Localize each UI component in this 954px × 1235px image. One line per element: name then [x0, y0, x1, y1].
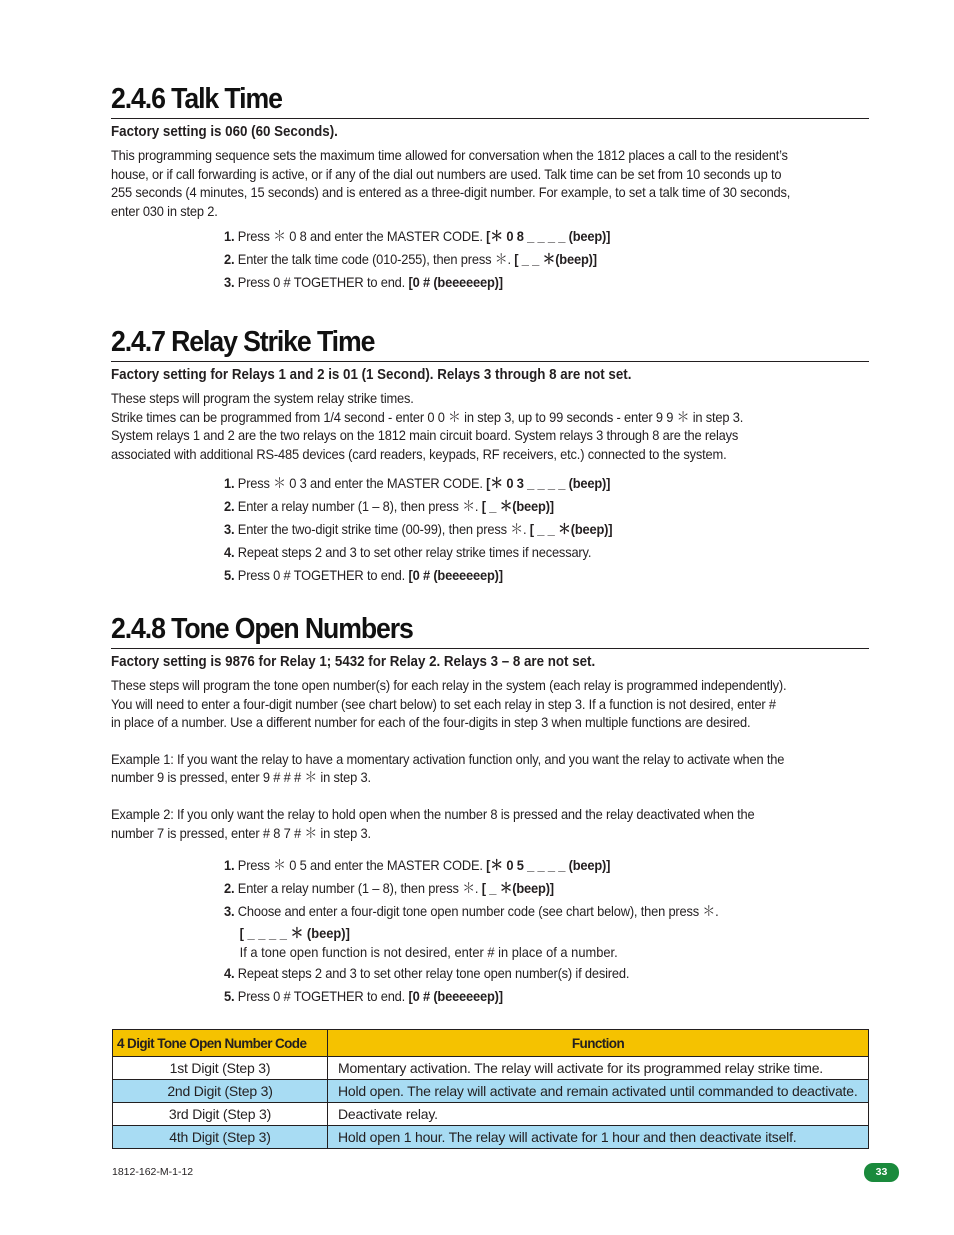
step-item: 3. Choose and enter a four-digit tone open number code (see chart below), then press ＊. — [224, 903, 719, 919]
step-item: 4. Repeat steps 2 and 3 to set other relay tone open number(s) if desired. — [224, 965, 630, 981]
table-row — [113, 1057, 869, 1080]
paragraph-line: System relays 1 and 2 are the two relays on the 1812 main circuit board. System relays 3 through 8 are the relays — [111, 427, 739, 444]
step-item: 5. Press 0 # TOGETHER to end. [0 # (beeeeeep)] — [224, 988, 503, 1004]
section-rule — [111, 648, 869, 649]
step-item: 2. Enter a relay number (1 – 8), then press ＊. [ _ ＊(beep)] — [224, 880, 554, 896]
factory-setting: Factory setting is 9876 for Relay 1; 5432 for Relay 2. Relays 3 – 8 are not set. — [111, 654, 596, 670]
paragraph-line: enter 030 in step 2. — [111, 202, 218, 219]
column-header-code: 4 Digit Tone Open Number Code — [113, 1030, 328, 1057]
step-item: 1. Press ＊ 0 5 and enter the MASTER CODE. [＊ 0 5 _ _ _ _ (beep)] — [224, 857, 611, 873]
digit-cell: 4th Digit (Step 3) — [113, 1126, 328, 1149]
tone-open-table — [112, 1029, 869, 1149]
table-row — [113, 1103, 869, 1126]
digit-cell: 1st Digit (Step 3) — [113, 1057, 328, 1080]
section-title: 2.4.7 Relay Strike Time — [111, 326, 375, 358]
paragraph-line: Example 2: If you only want the relay to hold open when the number 8 is pressed and the relay deactivated when the — [111, 805, 755, 822]
paragraph-line: These steps will program the system relay strike times. — [111, 390, 414, 406]
step-item: 5. Press 0 # TOGETHER to end. [0 # (beeeeeep)] — [224, 567, 503, 583]
function-cell: Hold open. The relay will activate and remain activated until commanded to deactivate. — [328, 1080, 869, 1103]
section-rule — [111, 361, 869, 362]
section-title: 2.4.8 Tone Open Numbers — [111, 613, 413, 645]
digit-cell: 3rd Digit (Step 3) — [113, 1103, 328, 1126]
talk-time-steps — [224, 225, 864, 294]
step-item: 3. Press 0 # TOGETHER to end. [0 # (beeeeeep)] — [224, 274, 503, 290]
step-item: 3. Enter the two-digit strike time (00-99), then press ＊. [ _ _ ＊(beep)] — [224, 521, 613, 537]
paragraph-line: house, or if call forwarding is active, or if any of the dial out numbers are used. Talk time can be set from 10 seconds up to — [111, 165, 782, 182]
table-header-row — [113, 1030, 869, 1057]
table-row — [113, 1080, 869, 1103]
function-cell: Deactivate relay. — [328, 1103, 869, 1126]
section-paragraph — [111, 676, 869, 732]
section-talk-time — [111, 82, 869, 220]
paragraph-line: 255 seconds (4 minutes, 15 seconds) and is entered as a three-digit number. For example, to set a talk time of 30 seconds, — [111, 184, 791, 201]
section-paragraph — [111, 389, 869, 463]
step-item: 4. Repeat steps 2 and 3 to set other relay strike times if necessary. — [224, 544, 592, 560]
section-paragraph — [111, 146, 869, 220]
document-code: 1812-162-M-1-12 — [112, 1166, 194, 1178]
section-relay-strike-time — [111, 325, 869, 463]
paragraph-line: number 9 is pressed, enter 9 # # # ＊ in step 3. — [111, 769, 371, 786]
factory-setting: Factory setting for Relays 1 and 2 is 01 (1 Second). Relays 3 through 8 are not set. — [111, 367, 632, 383]
example-paragraph — [111, 750, 869, 787]
paragraph-line: Example 1: If you want the relay to have a momentary activation function only, and you want the relay to activate when the — [111, 750, 785, 767]
step3-code: [ _ _ _ _ ＊ (beep)] — [239, 925, 350, 941]
tone-open-steps — [224, 854, 864, 1008]
paragraph-line: This programming sequence sets the maximum time allowed for conversation when the 1812 places a call to the resident’s — [111, 147, 788, 163]
section-tone-open-numbers — [111, 612, 869, 842]
section-rule — [111, 118, 869, 119]
paragraph-line: associated with additional RS-485 devices (card readers, keypads, RF receivers, etc.) connected to the system. — [111, 445, 727, 462]
function-cell: Hold open 1 hour. The relay will activate for 1 hour and then deactivate itself. — [328, 1126, 869, 1149]
paragraph-line: You will need to enter a four-digit number (see chart below) to set each relay in step 3. If a function is not desired, enter # — [111, 695, 776, 712]
page-number-badge: 33 — [864, 1163, 899, 1182]
table-row — [113, 1126, 869, 1149]
relay-strike-steps — [224, 472, 864, 587]
paragraph-line: number 7 is pressed, enter # 8 7 # ＊ in step 3. — [111, 824, 371, 841]
paragraph-line: Strike times can be programmed from 1/4 second - enter 0 0 ＊ in step 3, up to 99 seconds - enter 9 9 ＊ in step 3. — [111, 408, 744, 425]
digit-cell: 2nd Digit (Step 3) — [113, 1080, 328, 1103]
paragraph-line: These steps will program the tone open number(s) for each relay in the system (each relay is programmed independently). — [111, 677, 787, 693]
section-title: 2.4.6 Talk Time — [111, 83, 282, 115]
column-header-function: Function — [328, 1030, 869, 1057]
step-item: 1. Press ＊ 0 3 and enter the MASTER CODE. [＊ 0 3 _ _ _ _ (beep)] — [224, 475, 611, 491]
function-cell: Momentary activation. The relay will activate for its programmed relay strike time. — [328, 1057, 869, 1080]
step-item: 1. Press ＊ 0 8 and enter the MASTER CODE. [＊ 0 8 _ _ _ _ (beep)] — [224, 228, 611, 244]
paragraph-line: in place of a number. Use a different number for each of the four-digits in step 3 when multiple functions are desired. — [111, 714, 751, 731]
example-paragraph — [111, 805, 869, 842]
step-item: 2. Enter the talk time code (010-255), then press ＊. [ _ _ ＊(beep)] — [224, 251, 597, 267]
step-item: 2. Enter a relay number (1 – 8), then press ＊. [ _ ＊(beep)] — [224, 498, 554, 514]
factory-setting: Factory setting is 060 (60 Seconds). — [111, 124, 338, 140]
step3-note: If a tone open function is not desired, enter # in place of a number. — [239, 944, 618, 960]
